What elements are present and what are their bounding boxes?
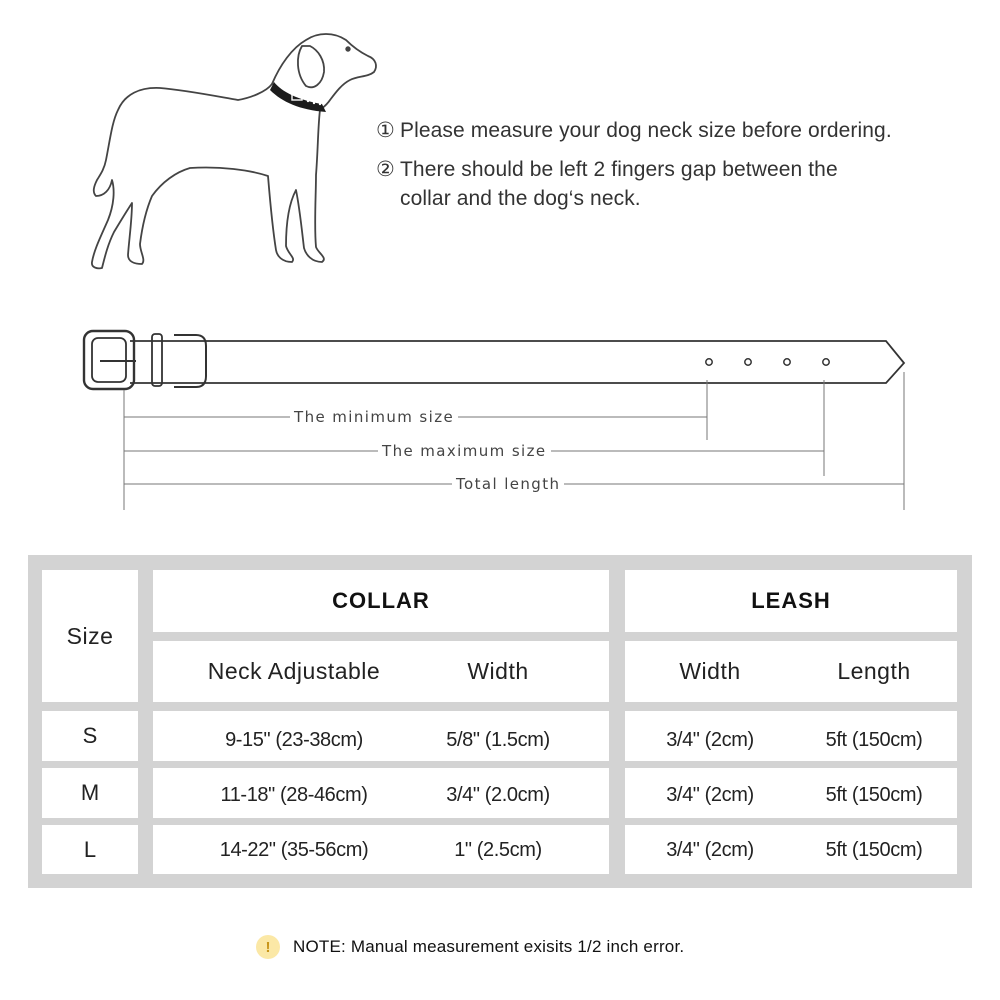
collar-row-m xyxy=(153,768,609,818)
collar-header-cell xyxy=(153,570,609,632)
leash-row-s xyxy=(625,711,957,761)
step-2-line-2: collar and the dog‘s neck. xyxy=(400,187,641,210)
collar-row-s xyxy=(153,711,609,761)
leash-row-l xyxy=(625,825,957,874)
collar-hole xyxy=(823,359,829,365)
collar-strap-diagram xyxy=(84,331,904,389)
collar-row-l xyxy=(153,825,609,874)
step-1-text: Please measure your dog neck size before ordering. xyxy=(400,119,892,142)
note xyxy=(256,934,684,960)
leash-row-m xyxy=(625,768,957,818)
neck-value: 14-22" (35-56cm) xyxy=(219,839,369,861)
collar-width-value: 1" (2.5cm) xyxy=(454,839,542,861)
leash-length-value: 5ft (150cm) xyxy=(825,728,923,751)
collar-hole xyxy=(706,359,712,365)
size-header: Size xyxy=(66,622,114,649)
size-cell-l xyxy=(42,825,138,874)
leash-width-header: Width xyxy=(679,658,741,684)
warning-icon: ! xyxy=(256,935,280,959)
collar-hole xyxy=(784,359,790,365)
collar-holes xyxy=(706,359,829,365)
dog-illustration xyxy=(92,34,376,268)
dog-collar-illustration xyxy=(270,82,326,112)
leash-width-value: 3/4" (2cm) xyxy=(666,783,754,806)
instruction-step-2 xyxy=(376,155,936,213)
size-value: L xyxy=(83,836,97,862)
leash-width-value: 3/4" (2cm) xyxy=(666,728,754,751)
collar-width-header: Width xyxy=(467,658,529,684)
leash-length-value: 5ft (150cm) xyxy=(825,783,923,806)
note-text: NOTE: Manual measurement exisits 1/2 inch error. xyxy=(293,937,685,956)
total-length-label: Total length xyxy=(452,475,564,493)
leash-subheader-row xyxy=(625,641,957,702)
collar-width-value: 5/8" (1.5cm) xyxy=(446,728,550,751)
size-value: M xyxy=(80,780,100,805)
neck-adjustable-header: Neck Adjustable xyxy=(207,658,381,684)
size-value: S xyxy=(82,723,98,748)
step-2-number: ② xyxy=(376,158,395,181)
leash-length-value: 5ft (150cm) xyxy=(825,839,923,861)
max-size-label: The maximum size xyxy=(378,442,551,460)
leash-width-value: 3/4" (2cm) xyxy=(666,839,754,861)
collar-subheader-row xyxy=(153,641,609,702)
leash-length-header: Length xyxy=(837,658,911,684)
collar-width-value: 3/4" (2.0cm) xyxy=(446,783,550,806)
leash-header: LEASH xyxy=(751,588,831,613)
size-cell-s xyxy=(42,711,138,761)
step-2-line-1: There should be left 2 fingers gap between the xyxy=(400,158,838,181)
leash-header-cell xyxy=(625,570,957,632)
neck-value: 11-18" (28-46cm) xyxy=(220,783,368,806)
step-1-number: ① xyxy=(376,119,395,142)
min-size-label: The minimum size xyxy=(290,408,458,426)
size-header-cell xyxy=(42,570,138,702)
collar-header: COLLAR xyxy=(332,588,430,613)
size-cell-m xyxy=(42,768,138,818)
neck-value: 9-15" (23-38cm) xyxy=(225,728,363,751)
collar-hole xyxy=(745,359,751,365)
instruction-step-1 xyxy=(376,118,892,143)
